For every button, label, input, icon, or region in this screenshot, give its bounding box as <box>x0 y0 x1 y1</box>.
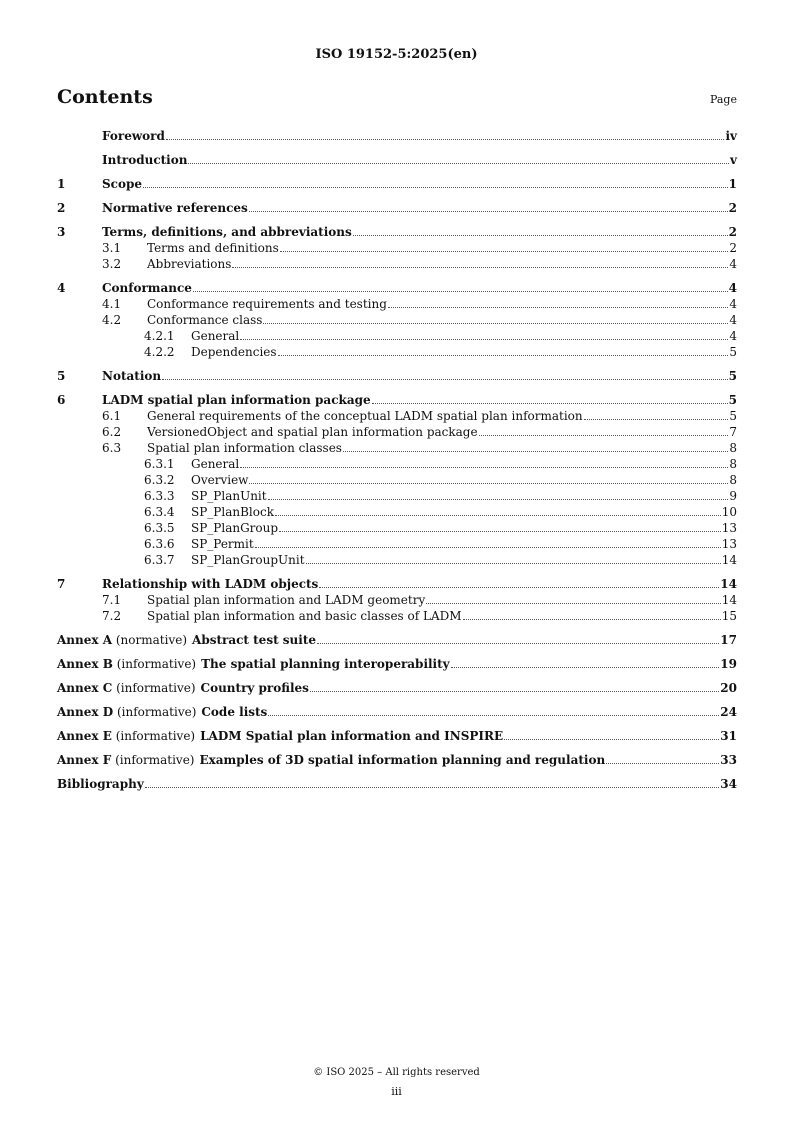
toc-entry[interactable] <box>57 520 737 536</box>
annex-title: Country profiles <box>200 681 309 695</box>
dot-leader <box>193 290 728 292</box>
toc-entry[interactable] <box>57 608 737 624</box>
toc-entry-number: 6.3.7 <box>144 553 175 567</box>
dot-leader <box>240 338 728 340</box>
dot-leader <box>268 714 719 716</box>
dot-leader <box>255 546 721 548</box>
page-column-label: Page <box>709 93 737 106</box>
toc-entry-title: VersionedObject and spatial plan information package <box>147 425 478 439</box>
toc-entry[interactable] <box>57 552 737 568</box>
toc-entry-title: SP_Permit <box>191 537 254 551</box>
annex-label: Annex D <box>57 705 114 719</box>
toc-entry-title: General <box>191 329 240 343</box>
dot-leader <box>310 690 719 692</box>
toc-entry-title: Normative references <box>102 201 248 215</box>
toc-entry[interactable] <box>57 224 737 240</box>
toc-entry-title: Conformance requirements and testing <box>147 297 387 311</box>
toc-entry-title: SP_PlanGroup <box>191 521 279 535</box>
toc-annex-heading <box>57 704 267 720</box>
contents-heading-row <box>57 86 737 110</box>
toc-annex-entry[interactable] <box>57 656 737 672</box>
toc-entry-page: 7 <box>729 425 737 439</box>
annex-label: Annex A <box>57 633 113 647</box>
toc-entry[interactable] <box>57 472 737 488</box>
page-title: Contents <box>57 86 153 108</box>
toc-entry-page: 19 <box>720 657 737 671</box>
toc-entry-title: Scope <box>102 177 143 191</box>
toc-entry-title: SP_PlanGroupUnit <box>191 553 305 567</box>
toc-entry-title: Overview <box>191 473 249 487</box>
toc-entry-number: 6.1 <box>102 409 122 423</box>
toc-entry-title: Dependencies <box>191 345 277 359</box>
annex-kind: (informative) <box>115 753 195 767</box>
toc-annex-heading <box>57 752 605 768</box>
dot-leader <box>463 618 721 620</box>
toc-entry-number: 7 <box>57 577 66 591</box>
annex-label: Annex B <box>57 657 113 671</box>
dot-leader <box>319 586 719 588</box>
toc-entry-page: 4 <box>729 329 737 343</box>
dot-leader <box>249 210 728 212</box>
dot-leader <box>278 354 729 356</box>
dot-leader <box>166 138 725 140</box>
dot-leader <box>451 666 720 668</box>
toc-entry[interactable] <box>57 392 737 408</box>
dot-leader <box>479 434 729 436</box>
toc-entry[interactable] <box>57 128 737 144</box>
toc-entry-number: 6.3.2 <box>144 473 175 487</box>
toc-entry-page: 8 <box>729 473 737 487</box>
toc-entry-page: 14 <box>721 593 737 607</box>
annex-title: The spatial planning interoperability <box>201 657 450 671</box>
toc-entry-page: 14 <box>721 553 737 567</box>
toc-entry-title: Terms, definitions, and abbreviations <box>102 225 352 239</box>
toc-entry-title: Relationship with LADM objects <box>102 577 319 591</box>
toc-entry-page: 2 <box>728 225 737 239</box>
table-of-contents <box>57 128 737 792</box>
toc-entry-page: 8 <box>729 457 737 471</box>
toc-entry-number: 6.3.3 <box>144 489 175 503</box>
toc-entry-title: SP_PlanBlock <box>191 505 274 519</box>
toc-entry-title: Notation <box>102 369 162 383</box>
toc-annex-entry[interactable] <box>57 632 737 648</box>
toc-entry-page: iv <box>725 129 737 143</box>
dot-leader <box>268 498 729 500</box>
copyright-notice: © ISO 2025 – All rights reserved <box>313 1067 480 1078</box>
toc-entry-number: 6.3.6 <box>144 537 175 551</box>
toc-entry-page: 33 <box>720 753 737 767</box>
toc-entry-title: General <box>191 457 240 471</box>
annex-label: Annex F <box>57 753 112 767</box>
toc-entry-number: 6.3.4 <box>144 505 175 519</box>
toc-entry[interactable] <box>57 256 737 272</box>
dot-leader <box>279 530 721 532</box>
dot-leader <box>388 306 728 308</box>
toc-entry-title: Conformance class <box>147 313 263 327</box>
toc-entry[interactable] <box>57 488 737 504</box>
annex-kind: (informative) <box>116 681 196 695</box>
toc-entry-page: 34 <box>720 777 737 791</box>
toc-entry-title: Spatial plan information and basic classes of LADM <box>147 609 462 623</box>
toc-entry-page: 9 <box>729 489 737 503</box>
toc-entry[interactable] <box>57 344 737 360</box>
toc-entry-title: Introduction <box>102 153 188 167</box>
bibliography-title: Bibliography <box>57 777 144 791</box>
toc-entry-page: 17 <box>720 633 737 647</box>
toc-entry-title: Spatial plan information and LADM geometry <box>147 593 426 607</box>
dot-leader <box>143 186 728 188</box>
toc-entry-page: 4 <box>729 257 737 271</box>
dot-leader <box>426 602 720 604</box>
toc-entry-number: 4 <box>57 281 66 295</box>
toc-entry-number: 4.1 <box>102 297 122 311</box>
annex-title: Abstract test suite <box>192 633 317 647</box>
dot-leader <box>584 418 729 420</box>
toc-entry-title: General requirements of the conceptual LADM spatial plan information <box>147 409 583 423</box>
toc-annex-entry[interactable] <box>57 704 737 720</box>
toc-entry-number: 5 <box>57 369 66 383</box>
toc-annex-heading <box>57 680 309 696</box>
toc-entry[interactable] <box>57 456 737 472</box>
toc-annex-heading <box>57 656 450 672</box>
dot-leader <box>240 466 728 468</box>
toc-entry-title: Conformance <box>102 281 192 295</box>
toc-entry[interactable] <box>57 176 737 192</box>
toc-entry-page: 14 <box>720 577 737 591</box>
toc-entry-title: Abbreviations <box>147 257 232 271</box>
toc-entry-page: 1 <box>728 177 737 191</box>
toc-annex-entry[interactable] <box>57 752 737 768</box>
toc-entry-page: 4 <box>729 297 737 311</box>
annex-kind: (normative) <box>115 633 188 647</box>
toc-bibliography-entry[interactable] <box>57 776 737 792</box>
toc-entry[interactable] <box>57 200 737 216</box>
dot-leader <box>372 402 728 404</box>
dot-leader <box>275 514 721 516</box>
dot-leader <box>232 266 728 268</box>
toc-entry-title: SP_PlanUnit <box>191 489 267 503</box>
toc-entry-page: 31 <box>720 729 737 743</box>
toc-entry-title: Spatial plan information classes <box>147 441 342 455</box>
annex-title: Examples of 3D spatial information planning and regulation <box>199 753 606 767</box>
toc-annex-heading <box>57 728 503 744</box>
dot-leader <box>306 562 721 564</box>
toc-entry-page: 8 <box>729 441 737 455</box>
annex-title: LADM Spatial plan information and INSPIRE <box>200 729 504 743</box>
toc-entry[interactable] <box>57 328 737 344</box>
toc-entry-page: 15 <box>721 609 737 623</box>
toc-entry-number: 7.2 <box>102 609 122 623</box>
toc-entry[interactable] <box>57 440 737 456</box>
toc-entry-number: 1 <box>57 177 66 191</box>
annex-kind: (informative) <box>116 705 197 719</box>
toc-entry-number: 3.1 <box>102 241 122 255</box>
toc-entry[interactable] <box>57 368 737 384</box>
dot-leader <box>317 642 719 644</box>
dot-leader <box>504 738 719 740</box>
toc-entry-number: 6.3.5 <box>144 521 175 535</box>
annex-kind: (informative) <box>115 729 196 743</box>
toc-entry-page: 2 <box>728 201 737 215</box>
dot-leader <box>188 162 729 164</box>
toc-entry-page: 5 <box>728 393 737 407</box>
dot-leader <box>353 234 728 236</box>
toc-entry[interactable] <box>57 152 737 168</box>
toc-entry[interactable] <box>57 408 737 424</box>
toc-entry-title: Foreword <box>102 129 165 143</box>
toc-entry[interactable] <box>57 240 737 256</box>
toc-entry-page: v <box>730 153 737 167</box>
toc-entry-number: 3 <box>57 225 66 239</box>
toc-entry-number: 6.3 <box>102 441 122 455</box>
toc-entry[interactable] <box>57 576 737 592</box>
toc-entry-number: 7.1 <box>102 593 122 607</box>
toc-entry[interactable] <box>57 536 737 552</box>
toc-entry-page: 5 <box>729 345 737 359</box>
dot-leader <box>249 482 728 484</box>
toc-entry-page: 5 <box>728 369 737 383</box>
toc-entry-page: 10 <box>721 505 737 519</box>
toc-entry-page: 13 <box>721 537 737 551</box>
toc-entry[interactable] <box>57 296 737 312</box>
toc-entry-number: 3.2 <box>102 257 122 271</box>
dot-leader <box>606 762 719 764</box>
annex-title: Code lists <box>201 705 268 719</box>
page-number: iii <box>391 1085 402 1098</box>
annex-label: Annex E <box>57 729 112 743</box>
toc-entry-number: 6.3.1 <box>144 457 175 471</box>
toc-entry-page: 5 <box>729 409 737 423</box>
toc-entry-number: 4.2.2 <box>144 345 175 359</box>
toc-entry-page: 24 <box>720 705 737 719</box>
toc-entry-number: 6.2 <box>102 425 122 439</box>
annex-kind: (informative) <box>116 657 197 671</box>
dot-leader <box>280 250 729 252</box>
toc-entry-title: Terms and definitions <box>147 241 279 255</box>
toc-annex-entry[interactable] <box>57 680 737 696</box>
toc-entry-page: 20 <box>720 681 737 695</box>
toc-entry[interactable] <box>57 280 737 296</box>
document-header: ISO 19152-5:2025(en) <box>315 47 478 62</box>
toc-entry-page: 4 <box>729 313 737 327</box>
toc-entry-page: 13 <box>721 521 737 535</box>
toc-annex-entry[interactable] <box>57 728 737 744</box>
toc-entry-number: 2 <box>57 201 66 215</box>
dot-leader <box>263 322 728 324</box>
toc-entry[interactable] <box>57 424 737 440</box>
toc-entry[interactable] <box>57 592 737 608</box>
toc-annex-heading <box>57 632 316 648</box>
toc-entry-page: 4 <box>728 281 737 295</box>
dot-leader <box>162 378 728 380</box>
toc-entry-number: 4.2.1 <box>144 329 175 343</box>
toc-entry-number: 4.2 <box>102 313 122 327</box>
annex-label: Annex C <box>57 681 113 695</box>
toc-entry-page: 2 <box>729 241 737 255</box>
toc-entry-title: LADM spatial plan information package <box>102 393 371 407</box>
toc-entry[interactable] <box>57 312 737 328</box>
dot-leader <box>145 786 720 788</box>
toc-entry[interactable] <box>57 504 737 520</box>
toc-entry-number: 6 <box>57 393 66 407</box>
dot-leader <box>343 450 728 452</box>
